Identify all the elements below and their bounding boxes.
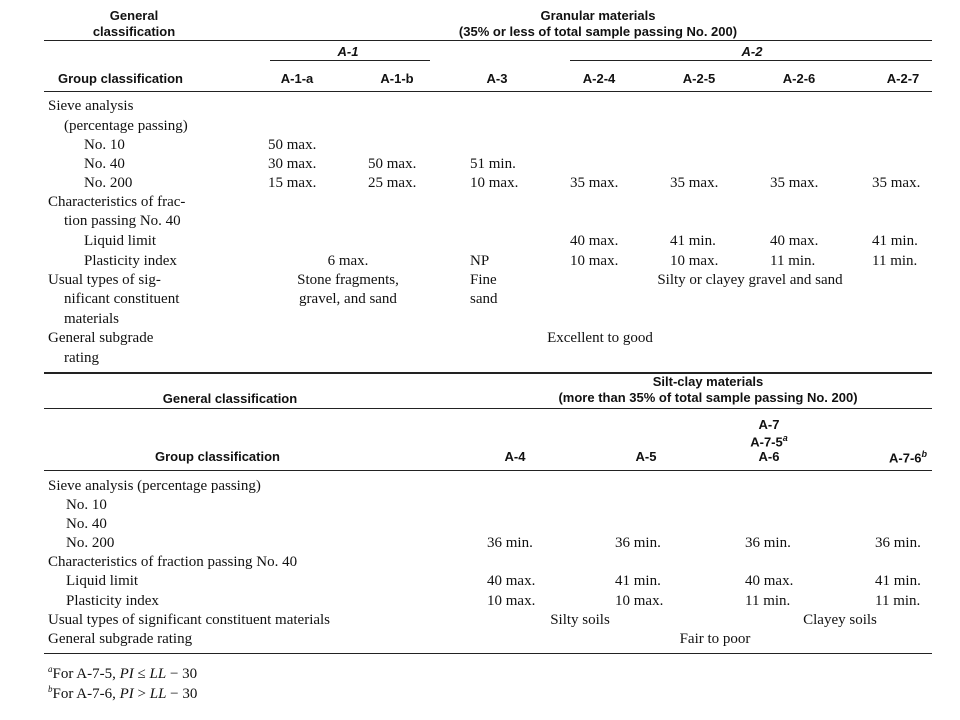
rule (44, 40, 932, 41)
row-usual-types: Usual types of significant constituent materials (48, 612, 331, 628)
cell-value: 15 max. (268, 175, 317, 191)
row-usual-types-2: nificant constituent (64, 291, 180, 307)
cell-value: 36 min. (615, 535, 661, 551)
group-a26: A-2-6 (782, 71, 816, 86)
general-classification-label: General (109, 8, 159, 23)
cell-value: 41 min. (615, 573, 661, 589)
group-a7: A-7 (758, 417, 780, 432)
row-plasticity-index: Plasticity index (84, 253, 177, 269)
rule (44, 470, 932, 471)
group-a76: A-7-6$^b$ (888, 449, 928, 466)
cell-value: 40 max. (745, 573, 794, 589)
cell-value: Silty soils (550, 612, 610, 628)
group-a1a: A-1-a (280, 71, 314, 86)
rule (44, 408, 932, 409)
row-usual-types: Usual types of sig- (48, 272, 161, 288)
cell-value: Excellent to good (547, 330, 653, 346)
row-sieve-analysis: Sieve analysis (percentage passing) (48, 478, 261, 494)
group-a75: A-7-5$^a$ (750, 433, 788, 450)
cell-value: Clayey soils (803, 612, 877, 628)
cell-value: Fine (470, 272, 497, 288)
cell-value: gravel, and sand (299, 291, 397, 307)
row-percentage-passing: (percentage passing) (64, 118, 188, 134)
group-a2-heading: A-2 (741, 44, 763, 59)
cell-value: 25 max. (368, 175, 417, 191)
cell-value: 35 max. (872, 175, 921, 191)
row-liquid-limit: Liquid limit (84, 233, 157, 249)
group-classification-label: Group classification (155, 449, 280, 464)
cell-value: Silty or clayey gravel and sand (657, 272, 843, 288)
footnote-b: $^b$For A-7-6, PI > LL − 30 (48, 684, 198, 702)
footnote-a: $^a$For A-7-5, PI ≤ LL − 30 (48, 664, 198, 682)
row-liquid-limit: Liquid limit (66, 573, 139, 589)
cell-value: 10 max. (487, 593, 536, 609)
group-classification-label: Group classification (58, 71, 183, 86)
row-subgrade-rating: General subgrade rating (48, 631, 193, 647)
granular-title: Granular materials (540, 8, 656, 23)
group-a1-heading: A-1 (337, 44, 359, 59)
row-characteristics: Characteristics of fraction passing No. 40 (48, 554, 298, 570)
group-a24: A-2-4 (582, 71, 616, 86)
siltclay-title: Silt-clay materials (652, 374, 764, 389)
cell-value: 10 max. (670, 253, 719, 269)
row-no10: No. 10 (66, 497, 107, 513)
cell-value: 41 min. (875, 573, 921, 589)
cell-value: 35 max. (770, 175, 819, 191)
cell-value: 11 min. (875, 593, 921, 609)
row-sieve-analysis: Sieve analysis (48, 98, 134, 114)
row-subgrade-rating-2: rating (64, 350, 99, 366)
cell-value: 36 min. (745, 535, 791, 551)
group-a5: A-5 (635, 449, 657, 464)
cell-value: 50 max. (268, 137, 317, 153)
group-a6: A-6 (758, 449, 780, 464)
cell-value: NP (470, 253, 490, 269)
cell-value: 40 max. (487, 573, 536, 589)
row-subgrade-rating: General subgrade (48, 330, 154, 346)
rule (44, 91, 932, 92)
group-a3: A-3 (486, 71, 508, 86)
group-a27: A-2-7 (886, 71, 920, 86)
cell-value: 40 max. (570, 233, 619, 249)
row-no40: No. 40 (84, 156, 125, 172)
cell-value: 51 min. (470, 156, 516, 172)
cell-value: 11 min. (872, 253, 918, 269)
row-no40: No. 40 (66, 516, 107, 532)
rule (44, 653, 932, 654)
granular-subtitle: (35% or less of total sample passing No. 200) (458, 24, 738, 39)
cell-value: 50 max. (368, 156, 417, 172)
cell-value: 6 max. (327, 253, 369, 269)
row-usual-types-3: materials (64, 311, 119, 327)
cell-value: Stone fragments, (297, 272, 399, 288)
cell-value: 10 max. (570, 253, 619, 269)
row-characteristics: Characteristics of frac- (48, 194, 186, 210)
row-no10: No. 10 (84, 137, 125, 153)
cell-value: Fair to poor (679, 631, 751, 647)
group-a4: A-4 (504, 449, 526, 464)
cell-value: 10 max. (615, 593, 664, 609)
cell-value: sand (470, 291, 498, 307)
cell-value: 30 max. (268, 156, 317, 172)
general-classification-label-2: classification (92, 24, 176, 39)
cell-value: 36 min. (875, 535, 921, 551)
row-characteristics-2: tion passing No. 40 (64, 213, 181, 229)
cell-value: 41 min. (872, 233, 918, 249)
cell-value: 10 max. (470, 175, 519, 191)
rule (570, 60, 932, 61)
row-no200: No. 200 (84, 175, 133, 191)
siltclay-subtitle: (more than 35% of total sample passing No. 200) (558, 390, 858, 405)
cell-value: 41 min. (670, 233, 716, 249)
group-a25: A-2-5 (682, 71, 716, 86)
row-no200: No. 200 (66, 535, 115, 551)
section-divider (44, 372, 932, 374)
row-plasticity-index: Plasticity index (66, 593, 159, 609)
cell-value: 11 min. (770, 253, 816, 269)
cell-value: 35 max. (670, 175, 719, 191)
rule (270, 60, 430, 61)
cell-value: 40 max. (770, 233, 819, 249)
cell-value: 36 min. (487, 535, 533, 551)
cell-value: 11 min. (745, 593, 791, 609)
group-a1b: A-1-b (380, 71, 414, 86)
general-classification-label: General classification (162, 391, 298, 406)
cell-value: 35 max. (570, 175, 619, 191)
